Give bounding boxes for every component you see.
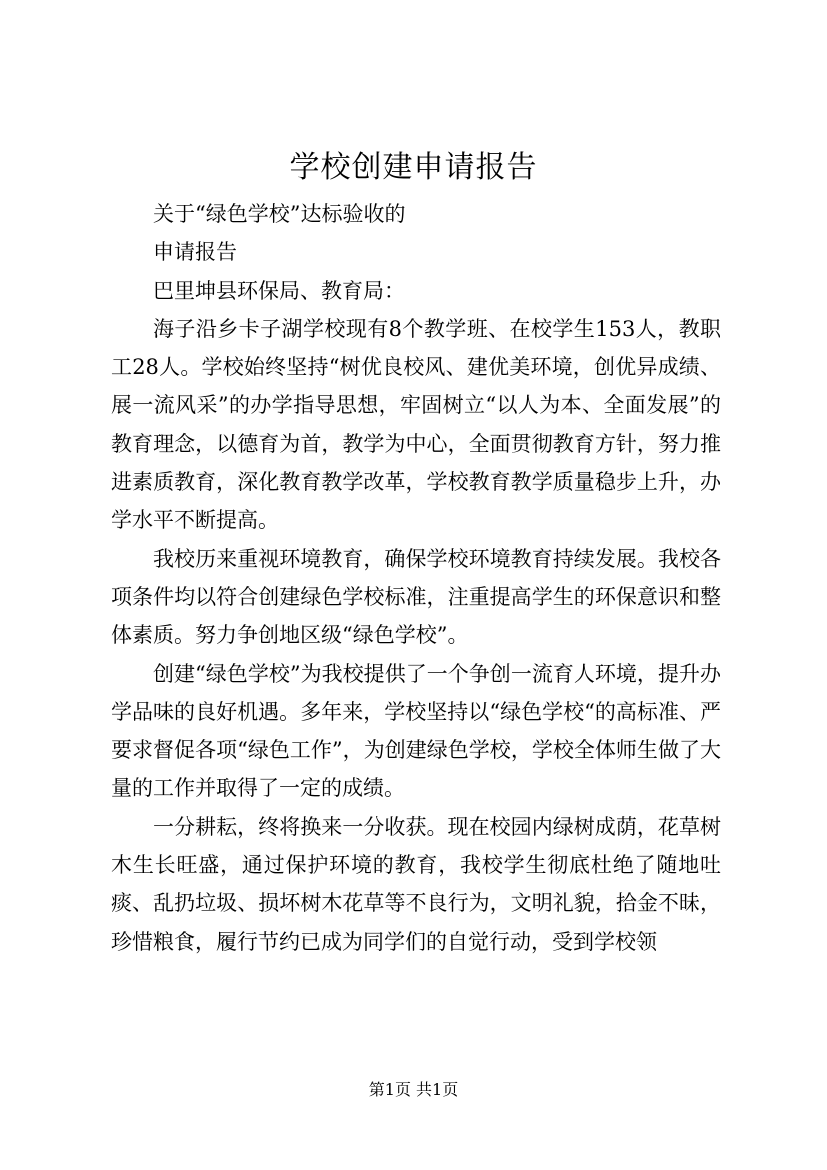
subject-line-1: 关于“绿色学校”达标验收的 [153, 202, 406, 226]
page-footer: 第1页 共1页 [368, 1080, 459, 1099]
paragraph-1: 海子沿乡卡子湖学校现有8个教学班、在校学生153人，教职工28人。学校始终坚持“树优良校风、建优美环境，创优异成绩、展一流风采”的办学指导思想，牢固树立“以人为本、全面发展”的教育理念，以德育为首，教学为中心，全面贯彻教育方针，努力推进素质教育，深化教育教学改革，学校教育教学质量稳步上升，办学水平不断提高。 [111, 316, 721, 533]
paragraph-2: 我校历来重视环境教育，确保学校环境教育持续发展。我校各项条件均以符合创建绿色学校标准，注重提高学生的环保意识和整体素质。努力争创地区级“绿色学校”。 [111, 546, 721, 648]
paragraph-3: 创建“绿色学校”为我校提供了一个争创一流育人环境，提升办学品味的良好机遇。多年来，学校坚持以“绿色学校“的高标准、严要求督促各项“绿色工作”，为创建绿色学校，学校全体师生做了大量的工作并取得了一定的成绩。 [111, 661, 721, 801]
document-title: 学校创建申请报告 [289, 150, 538, 185]
paragraph-4: 一分耕耘，终将换来一分收获。现在校园内绿树成荫，花草树木生长旺盛，通过保护环境的教育，我校学生彻底杜绝了随地吐痰、乱扔垃圾、损坏树木花草等不良行为，文明礼貌，拾金不昧，珍惜粮食，履行节约已成为同学们的自觉行动，受到学校领 [111, 814, 721, 954]
addressee: 巴里坤县环保局、教育局： [153, 278, 405, 303]
document-body [111, 195, 721, 961]
subject-line-2: 申请报告 [153, 240, 237, 265]
